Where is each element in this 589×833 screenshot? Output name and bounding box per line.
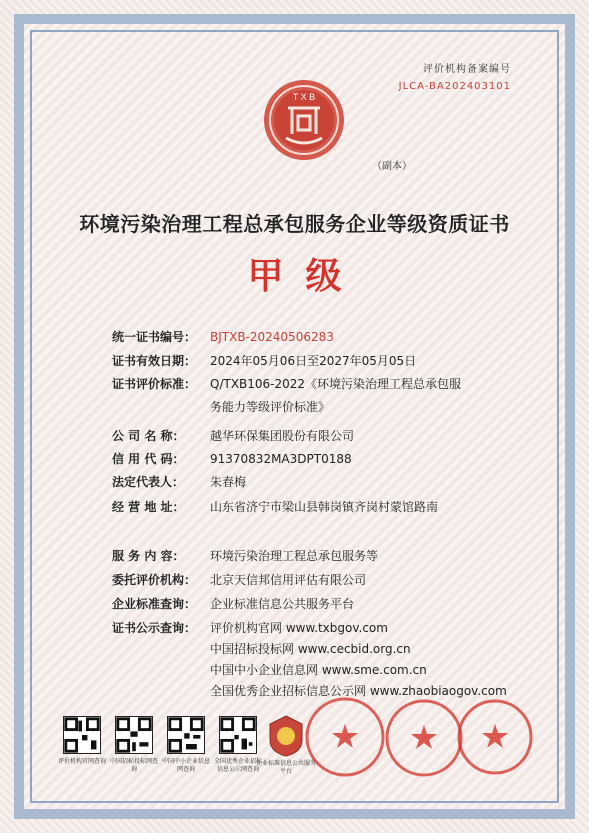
registration-number: JLCA-BA202403101 [398,81,511,92]
field-company [112,428,354,444]
cert-no-value: BJTXB-20240506283 [210,330,334,344]
agency-value: 北京天信邦信用评估有限公司 [210,573,367,587]
platform-caption: 企业标准信息公共服务平台 [256,760,317,775]
sme-network-seal-icon [456,698,534,776]
standard-query-value: 企业标准信息公共服务平台 [210,597,355,611]
public-query-line: 中国招标投标网 www.cecbid.org.cn [210,642,411,656]
qr-code-cecbid [115,716,153,754]
public-query-line: 评价机构官网 www.txbgov.com [210,621,388,635]
credit-code-label: 信 用 代 码： [112,452,185,466]
field-validity [112,353,416,369]
field-standard [112,376,461,392]
public-query-label: 证书公示查询： [112,621,197,635]
agency-label: 委托评价机构： [112,573,197,587]
standard-value-line2: 务能力等级评价标准》 [210,400,331,414]
legal-rep-value: 朱春梅 [210,475,247,489]
company-label: 公 司 名 称： [112,429,185,443]
field-legal-rep [112,474,246,490]
field-credit-code [112,451,352,467]
standard-label: 证书评价标准： [112,377,197,391]
field-standard-query [112,596,354,612]
address-label: 经 营 地 址： [112,500,185,514]
qr-caption: 评价机构官网查询 [57,758,106,765]
standard-query-label: 企业标准查询： [112,597,197,611]
certificate-title: 环境污染治理工程总承包服务企业等级资质证书 [79,212,510,236]
address-value: 山东省济宁市梁山县韩岗镇齐岗村蒙馆路南 [210,500,439,514]
registration-block [399,60,511,92]
public-query-line: 全国优秀企业招标信息公示网 www.zhaobiaogov.com [210,684,507,698]
public-query-line: 中国中小企业信息网 www.sme.com.cn [210,663,427,677]
field-address [112,499,438,515]
legal-rep-label: 法定代表人： [112,475,185,489]
qr-caption: 全国优秀企业招标信息公示网查询 [213,758,262,773]
credit-code-value: 91370832MA3DPT0188 [210,452,352,466]
qr-caption: 中国中小企业信息网查询 [161,758,210,773]
agency-seal-icon [304,696,386,778]
service-label: 服 务 内 容： [112,549,185,563]
emblem-letters: T X B [292,92,316,102]
qr-caption: 中国招标投标网查询 [109,758,158,773]
qr-code-official-site [63,716,101,754]
registration-label: 评价机构备案编号 [423,64,511,75]
service-value: 环境污染治理工程总承包服务等 [210,549,379,563]
company-value: 越华环保集团股份有限公司 [210,429,355,443]
field-agency [112,572,366,588]
cert-no-label: 统一证书编号： [112,330,197,344]
qr-code-sme [167,716,205,754]
validity-label: 证书有效日期： [112,354,197,368]
field-service [112,548,378,564]
field-public-query [112,620,388,636]
copy-mark: （副本） [372,161,412,172]
validity-value: 2024年05月06日至2027年05月05日 [210,354,417,368]
qr-code-zhaobiao [219,716,257,754]
txb-emblem [262,78,346,162]
standard-value-line1: Q/TXB106-2022《环境污染治理工程总承包服 [210,377,462,391]
certificate-level: 甲级 [247,256,364,297]
standard-platform-badge-icon [266,714,306,758]
field-cert-no [112,329,334,345]
bidding-association-seal-icon [384,698,464,778]
